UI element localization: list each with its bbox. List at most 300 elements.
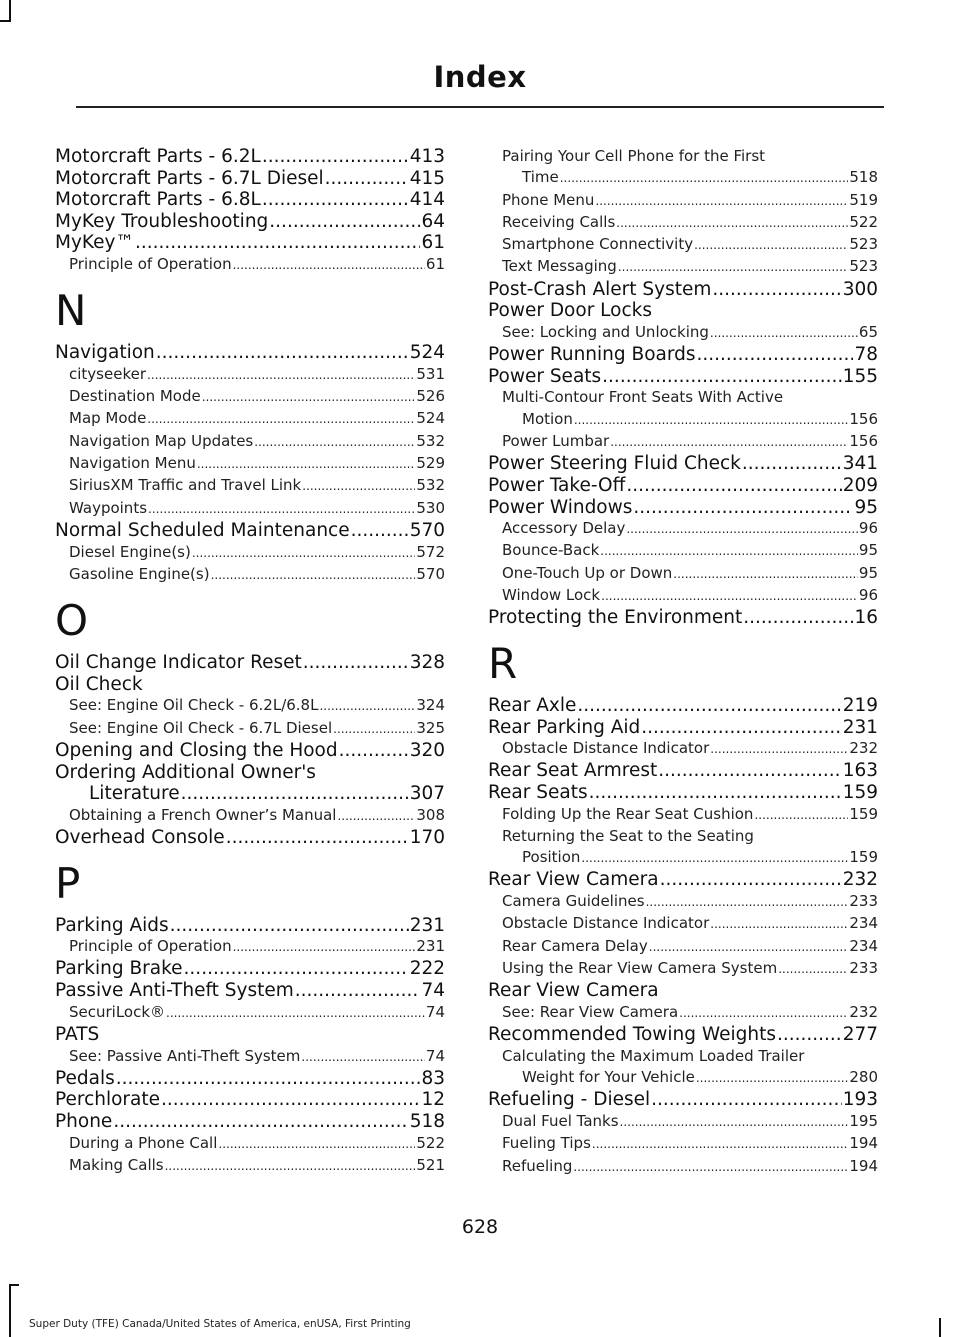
entry-page: 522 [849,212,878,231]
index-subentry [488,167,878,189]
entry-text: Power Steering Fluid Check [488,453,741,475]
entry-page: 320 [409,739,445,761]
dot-leader [166,1003,425,1024]
entry-page: 74 [421,980,445,1002]
entry-page: 96 [858,586,878,605]
dot-leader [600,541,858,562]
index-subentry [55,1002,445,1024]
index-entry [488,475,878,497]
dot-leader [165,1156,416,1177]
dot-leader [351,520,409,542]
entry-text: Waypoints [69,498,148,517]
index-entry [55,211,445,233]
dot-leader [156,342,409,364]
entry-page: 341 [842,453,878,475]
index-subentry [488,212,878,234]
dot-leader [233,255,425,276]
index-subentry [55,453,445,475]
entry-page: 74 [425,1002,445,1021]
index-entry [55,1068,445,1090]
entry-text: Weight for Your Vehicle [522,1068,695,1087]
index-subentry-continued: Pairing Your Cell Phone for the First [502,147,766,165]
entry-text: See: Engine Oil Check - 6.2L/6.8L [69,696,319,715]
index-subentry [55,408,445,430]
dot-leader [573,1157,848,1178]
index-subentry [488,518,878,540]
entry-page: 529 [416,454,445,473]
dot-leader [649,937,849,958]
entry-text: MyKey™ [55,232,134,254]
dot-leader [633,497,853,519]
page-number: 628 [461,1216,499,1238]
entry-page: 170 [409,826,445,848]
dot-leader [135,232,421,254]
dot-leader [262,189,409,211]
entry-page: 156 [849,409,878,428]
entry-text: Power Windows [488,496,633,518]
entry-text: Navigation Map Updates [69,431,254,450]
index-entry-heading: Oil Check [55,673,143,695]
index-entry [55,1111,445,1133]
index-subentry [488,563,878,585]
dot-leader [742,453,842,475]
entry-text: Time [522,168,559,187]
entry-page: 524 [409,342,445,364]
dot-leader [337,806,415,827]
entry-text: Fueling Tips [502,1134,591,1153]
entry-text: See: Engine Oil Check - 6.7L Diesel [69,718,333,737]
dot-leader [574,410,849,431]
entry-text: During a Phone Call [69,1133,218,1152]
entry-page: 96 [858,519,878,538]
index-entry [55,827,445,849]
entry-text: Accessory Delay [502,519,626,538]
index-section-letter: O [55,596,89,646]
entry-page: 518 [849,168,878,187]
entry-text: Receiving Calls [502,212,616,231]
entry-page: 232 [842,869,878,891]
index-subentry [488,1002,878,1024]
entry-text: Motorcraft Parts - 6.2L [55,146,261,167]
index-subentry [488,1156,878,1178]
dot-leader [626,519,858,540]
index-subentry [55,1133,445,1155]
index-entry [488,782,878,804]
dot-leader [339,740,409,762]
entry-page: 414 [409,189,445,211]
entry-text: Smartphone Connectivity [502,235,694,254]
entry-page: 524 [416,409,445,428]
entry-page: 328 [409,652,445,674]
dot-leader [148,499,415,520]
dot-leader [777,1024,842,1046]
entry-page: 159 [842,781,878,803]
entry-page: 12 [421,1089,445,1111]
index-subentry-continued: Calculating the Maximum Loaded Trailer [502,1046,805,1065]
index-subentry [488,1111,878,1133]
entry-text: SecuriLock® [69,1002,166,1021]
index-entry [55,146,445,168]
entry-page: 61 [425,254,445,273]
crop-mark-bottom-left-h [9,1284,19,1286]
page-title: Index [433,60,527,94]
index-entry [488,695,878,717]
entry-page: 61 [421,232,445,254]
dot-leader [262,146,409,168]
entry-page: 231 [416,937,445,956]
entry-text: Bounce-Back [502,541,600,560]
index-subentry [55,1155,445,1177]
index-subentry [55,695,445,717]
entry-page: 194 [849,1156,878,1175]
index-subentry [488,804,878,826]
entry-text: Motion [522,409,573,428]
index-entry-heading: PATS [55,1023,100,1045]
dot-leader [197,454,416,475]
entry-page: 570 [416,564,445,583]
entry-text: Rear View Camera [488,869,659,891]
entry-page: 193 [842,1089,878,1111]
index-subentry [55,386,445,408]
dot-leader [602,366,842,388]
entry-page: 232 [849,739,878,758]
index-subentry [488,322,878,344]
dot-leader [147,409,415,430]
dot-leader [333,719,415,740]
index-entry [55,520,445,542]
entry-page: 532 [416,476,445,495]
dot-leader [325,168,409,190]
dot-leader [620,1112,849,1133]
dot-leader [202,387,416,408]
entry-page: 156 [849,432,878,451]
dot-leader [170,915,409,937]
entry-text: Post-Crash Alert System [488,278,712,300]
dot-leader [560,168,849,189]
index-section-letter: R [488,638,518,688]
index-entry [55,783,445,805]
entry-text: Diesel Engine(s) [69,542,191,561]
entry-text: Parking Brake [55,958,183,980]
index-entry [55,958,445,980]
dot-leader [269,211,420,233]
dot-leader [651,1089,842,1111]
index-subentry [488,431,878,453]
dot-leader [592,1134,848,1155]
dot-leader [302,476,415,497]
index-subentry [55,498,445,520]
dot-leader [254,432,415,453]
index-subentry [488,738,878,760]
entry-text: Text Messaging [502,257,617,276]
index-subentry [55,431,445,453]
entry-text: Camera Guidelines [502,892,645,911]
index-subentry-continued: Returning the Seat to the Seating [502,826,754,845]
index-subentry [55,542,445,564]
dot-leader [710,914,848,935]
header-rule [76,106,884,108]
entry-page: 523 [849,257,878,276]
dot-leader [601,586,858,607]
entry-text: Recommended Towing Weights [488,1024,776,1046]
dot-leader [710,739,848,760]
index-subentry [488,585,878,607]
entry-text: Power Take-Off [488,474,626,496]
entry-text: Rear Seats [488,781,588,803]
entry-text: Refueling - Diesel [488,1089,651,1111]
entry-text: Parking Aids [55,914,169,936]
entry-page: 65 [858,322,878,341]
entry-page: 413 [409,146,445,167]
entry-page: 519 [849,190,878,209]
entry-page: 95 [858,541,878,560]
dot-leader [233,937,416,958]
index-subentry-continued: Multi-Contour Front Seats With Active [502,388,784,407]
index-entry [488,497,878,519]
index-section-letter: P [55,858,81,908]
entry-text: Folding Up the Rear Seat Cushion [502,804,754,823]
dot-leader [641,717,841,739]
index-entry [488,1024,878,1046]
entry-page: 194 [849,1134,878,1153]
entry-text: See: Locking and Unlocking [502,322,709,341]
entry-text: Power Running Boards [488,344,696,366]
index-subentry [55,936,445,958]
dot-leader [754,805,848,826]
entry-text: Obtaining a French Owner’s Manual [69,805,337,824]
entry-page: 522 [416,1133,445,1152]
dot-leader [181,783,409,805]
index-entry [488,607,878,629]
index-subentry [55,1046,445,1068]
index-entry [55,189,445,211]
entry-page: 209 [842,474,878,496]
entry-text: Passive Anti-Theft System [55,980,294,1002]
index-subentry [488,891,878,913]
index-entry [488,869,878,891]
entry-page: 159 [849,848,878,867]
index-entry [55,168,445,190]
entry-page: 234 [849,914,878,933]
entry-page: 280 [849,1068,878,1087]
entry-page: 233 [849,958,878,977]
entry-page: 570 [409,519,445,541]
entry-page: 307 [409,783,445,805]
entry-page: 159 [849,804,878,823]
index-subentry [488,256,878,278]
dot-leader [226,827,409,849]
entry-text: Obstacle Distance Indicator [502,739,710,758]
entry-page: 222 [409,958,445,980]
index-subentry [488,936,878,958]
entry-page: 234 [849,936,878,955]
index-entry-heading: Ordering Additional Owner's [55,761,316,783]
entry-text: Navigation [55,342,155,364]
dot-leader [319,696,415,717]
index-subentry [488,409,878,431]
entry-page: 277 [842,1024,878,1046]
entry-text: Protecting the Environment [488,607,743,629]
dot-leader [192,543,416,564]
dot-leader [595,191,848,212]
entry-text: Position [522,848,581,867]
entry-text: Destination Mode [69,387,201,406]
dot-leader [646,892,849,913]
index-subentry [55,718,445,740]
index-entry-heading: Power Door Locks [488,300,653,322]
entry-text: Map Mode [69,409,147,428]
entry-page: 530 [416,498,445,517]
dot-leader [696,1068,849,1089]
entry-text: Pedals [55,1067,115,1089]
entry-page: 415 [409,167,445,189]
dot-leader [589,782,842,804]
entry-page: 232 [849,1002,878,1021]
dot-leader [660,869,842,891]
index-entry [55,652,445,674]
entry-page: 83 [421,1067,445,1089]
entry-text: See: Rear View Camera [502,1002,679,1021]
entry-page: 532 [416,431,445,450]
dot-leader [211,565,416,586]
dot-leader [147,365,415,386]
index-column-right [488,146,878,1178]
dot-leader [303,652,409,674]
index-subentry [488,913,878,935]
entry-page: 74 [425,1046,445,1065]
index-subentry [55,805,445,827]
entry-text: Principle of Operation [69,254,232,273]
crop-mark-top-left-h [0,20,11,22]
footer-text: Super Duty (TFE) Canada/United States of America, enUSA, First Printing [29,1318,411,1330]
entry-text: Window Lock [502,586,601,605]
entry-text: Perchlorate [55,1089,161,1111]
dot-leader [743,607,853,629]
entry-page: 64 [421,210,445,232]
entry-text: cityseeker [69,364,146,383]
entry-page: 16 [854,607,878,629]
dot-leader [626,475,841,497]
entry-page: 163 [842,760,878,782]
entry-text: Rear Axle [488,694,577,716]
entry-text: See: Passive Anti-Theft System [69,1046,301,1065]
entry-text: Power Lumbar [502,432,610,451]
crop-mark-bottom-left-v [9,1284,11,1337]
entry-text: Oil Change Indicator Reset [55,652,302,674]
index-entry [488,453,878,475]
index-subentry [55,364,445,386]
entry-text: Phone Menu [502,190,595,209]
dot-leader [697,344,854,366]
index-subentry [488,958,878,980]
index-entry [488,366,878,388]
entry-text: Normal Scheduled Maintenance [55,519,350,541]
dot-leader [679,1003,848,1024]
dot-leader [113,1111,408,1133]
entry-text: Rear Parking Aid [488,716,641,738]
entry-page: 521 [416,1155,445,1174]
index-subentry [488,234,878,256]
index-entry [488,760,878,782]
entry-text: Power Seats [488,365,602,387]
index-subentry [55,564,445,586]
entry-text: Principle of Operation [69,937,232,956]
dot-leader [218,1134,415,1155]
entry-text: Literature [89,783,180,805]
index-entry [55,980,445,1002]
entry-page: 531 [416,364,445,383]
entry-page: 219 [842,694,878,716]
entry-page: 572 [416,542,445,561]
entry-text: Making Calls [69,1155,164,1174]
entry-text: Opening and Closing the Hood [55,739,338,761]
crop-mark-bottom-right-v [939,1318,941,1337]
dot-leader [694,235,848,256]
index-entry [55,342,445,364]
index-entry [55,232,445,254]
index-subentry [55,254,445,276]
entry-text: Obstacle Distance Indicator [502,914,710,933]
entry-page: 231 [409,914,445,936]
index-entry [55,915,445,937]
entry-text: SiriusXM Traffic and Travel Link [69,476,302,495]
entry-page: 308 [416,805,445,824]
entry-text: Rear Camera Delay [502,936,648,955]
entry-page: 325 [416,718,445,737]
entry-page: 195 [849,1111,878,1130]
index-subentry [488,190,878,212]
dot-leader [577,695,841,717]
dot-leader [295,980,421,1002]
entry-page: 78 [854,344,878,366]
entry-text: Motorcraft Parts - 6.7L Diesel [55,167,324,189]
dot-leader [618,257,849,278]
entry-page: 526 [416,387,445,406]
entry-page: 231 [842,716,878,738]
entry-text: Using the Rear View Camera System [502,958,778,977]
entry-text: Phone [55,1111,113,1133]
entry-text: Motorcraft Parts - 6.8L [55,189,261,211]
dot-leader [301,1047,425,1068]
dot-leader [581,848,848,869]
dot-leader [778,959,848,980]
dot-leader [710,323,858,344]
entry-text: One-Touch Up or Down [502,563,673,582]
index-entry-heading: Rear View Camera [488,980,659,1002]
entry-text: Overhead Console [55,826,225,848]
index-entry [488,1089,878,1111]
entry-page: 95 [858,563,878,582]
index-subentry [488,1067,878,1089]
entry-text: Rear Seat Armrest [488,760,658,782]
index-entry [488,344,878,366]
dot-leader [184,958,409,980]
dot-leader [673,564,858,585]
index-subentry [488,847,878,869]
index-entry [488,279,878,301]
index-subentry [488,1133,878,1155]
dot-leader [610,432,848,453]
crop-mark-top-left-v [9,0,11,22]
entry-text: Refueling [502,1156,573,1175]
entry-page: 324 [416,696,445,715]
dot-leader [658,760,841,782]
index-subentry [488,540,878,562]
entry-page: 518 [409,1111,445,1133]
dot-leader [161,1089,420,1111]
entry-page: 233 [849,892,878,911]
index-entry [55,740,445,762]
